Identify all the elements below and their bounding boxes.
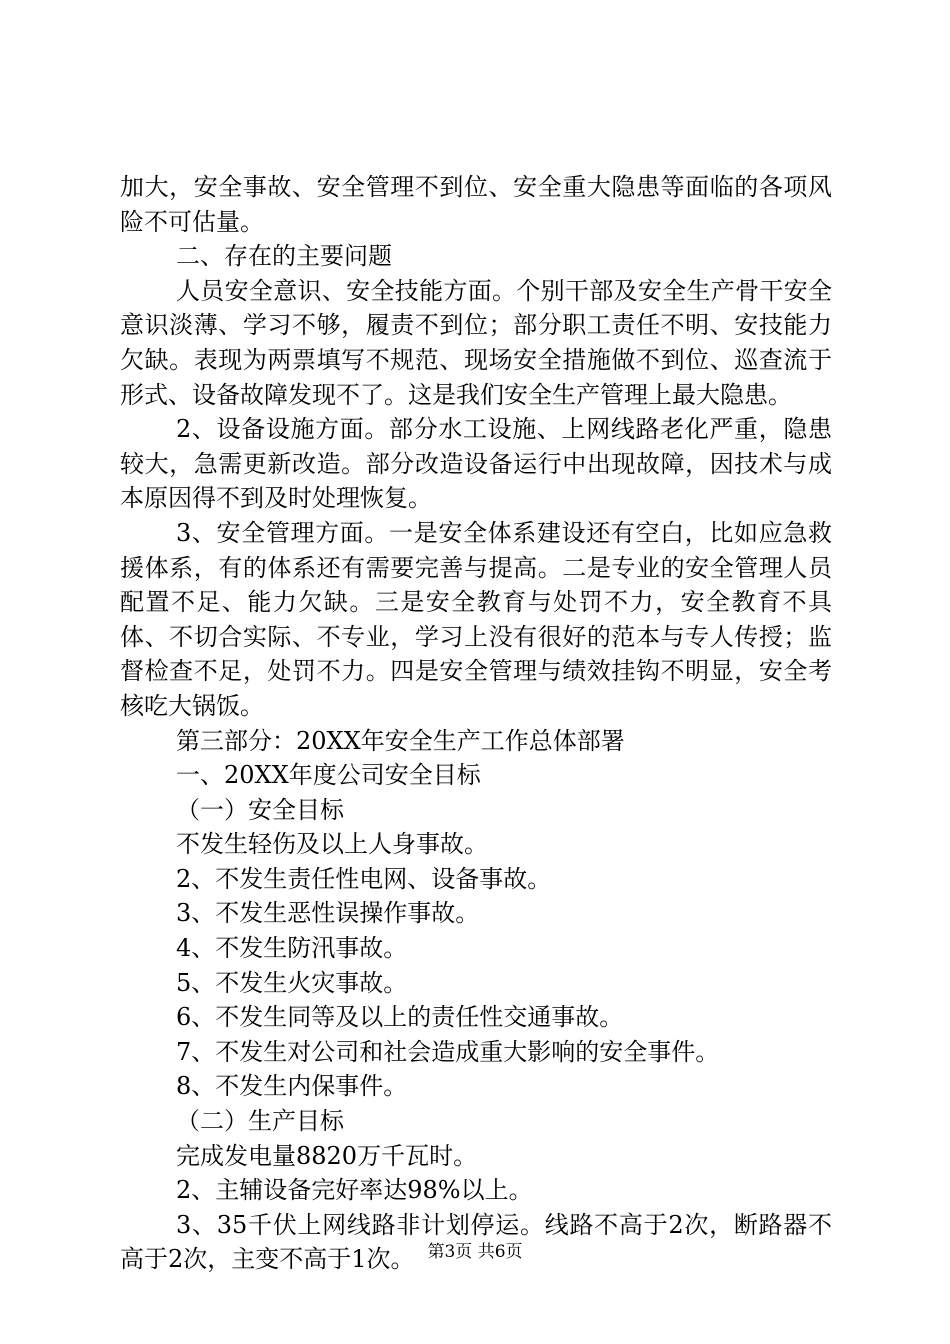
list-item: 2、主辅设备完好率达98%以上。 [176,1176,533,1205]
section-heading: 二、存在的主要问题 [176,242,392,271]
list-item: 6、不发生同等及以上的责任性交通事故。 [176,1003,624,1032]
paragraph: 3、安全管理方面。一是安全体系建设还有空白，比如应急救援体系，有的体系还有需要完善与提高。二是专业的安全管理人员配置不足、能力欠缺。三是安全教育与处罚不力，安全教育不具体、不切合实际、不专业，学习上没有很好的范本与专人传授；监督检查不足，处罚不力。四是安全管理与绩效挂钩不明显，安全考核吃大锅饭。 [120,518,832,720]
section-heading: 一、20XX年度公司安全目标 [176,761,481,790]
list-item: 3、不发生恶性误操作事故。 [176,899,480,928]
list-item: 4、不发生防汛事故。 [176,934,408,963]
list-item: 2、不发生责任性电网、设备事故。 [176,864,552,893]
paragraph: 人员安全意识、安全技能方面。个别干部及安全生产骨干安全意识淡薄、学习不够，履责不到位；部分职工责任不明、安技能力欠缺。表现为两票填写不规范、现场安全措施做不到位、巡查流于形式、设备故障发现不了。这是我们安全生产管理上最大隐患。 [120,276,832,409]
list-item: 5、不发生火灾事故。 [176,968,408,997]
part-heading: 第三部分：20XX年安全生产工作总体部署 [176,726,625,755]
document-body [120,170,832,1277]
paragraph: 2、设备设施方面。部分水工设施、上网线路老化严重，隐患较大，急需更新改造。部分改造设备运行中出现故障，因技术与成本原因得不到及时处理恢复。 [120,415,832,513]
list-item: 7、不发生对公司和社会造成重大影响的安全事件。 [176,1037,720,1066]
subsection-heading: （二）生产目标 [176,1107,344,1136]
list-item: 完成发电量8820万千瓦时。 [176,1141,478,1170]
paragraph: 加大，安全事故、安全管理不到位、安全重大隐患等面临的各项风险不可估量。 [120,173,832,236]
page-footer: 第3页 共6页 [427,1242,523,1262]
list-item: 8、不发生内保事件。 [176,1072,408,1101]
list-item: 不发生轻伤及以上人身事故。 [176,830,488,859]
list-item: 3、35千伏上网线路非计划停运。线路不高于2次，断路器不高于2次，主变不高于1次。 [120,1210,832,1274]
subsection-heading: （一）安全目标 [176,795,344,824]
